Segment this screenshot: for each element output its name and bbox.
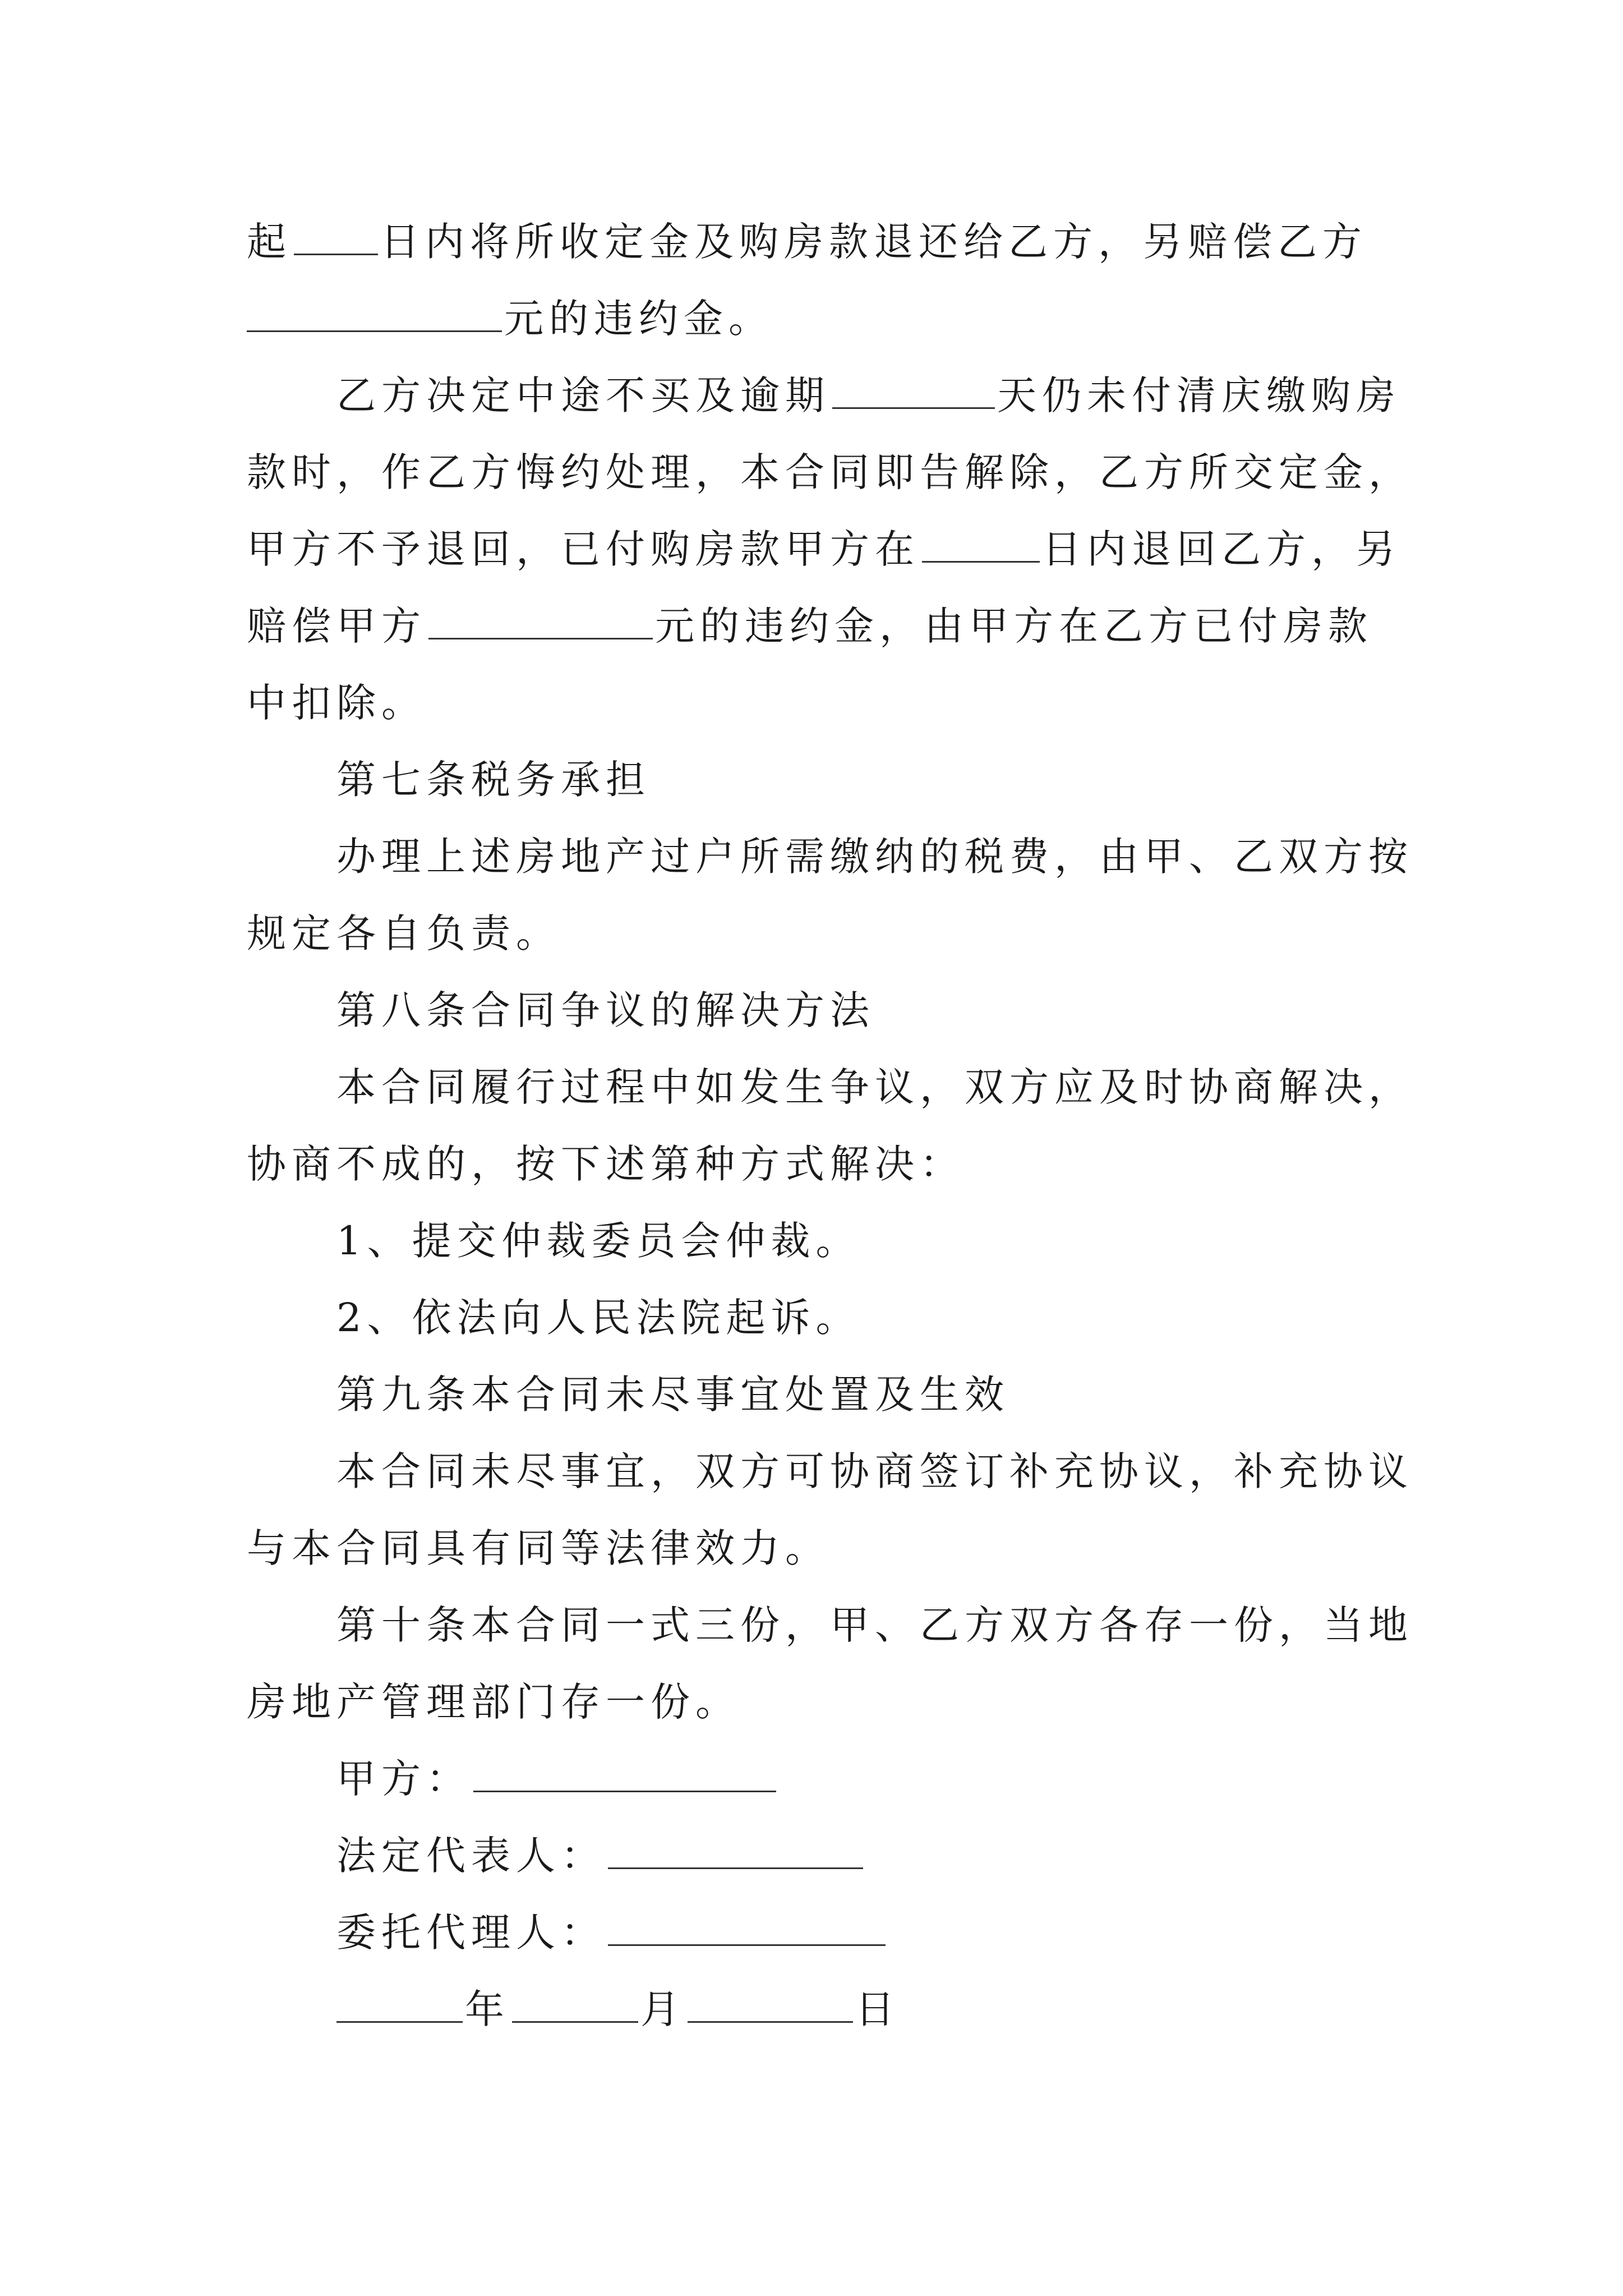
text-line: [247, 903, 561, 964]
text: 本合同未尽事宜，双方可协商签订补充协议，补充协议: [336, 1448, 1413, 1494]
heading-text: 第七条税务承担: [336, 757, 651, 803]
text-line: [247, 1671, 740, 1733]
text: 协商不成的，按下述第种方式解决：: [247, 1141, 965, 1187]
text-line: [247, 211, 1367, 273]
text: 甲方不予退回，已付购房款甲方在: [247, 526, 920, 572]
label: 法定代表人：: [336, 1833, 606, 1879]
text: 与本合同具有同等法律效力。: [247, 1525, 830, 1571]
text: 中扣除。: [247, 680, 426, 726]
text: 2、依法向人民法院起诉。: [336, 1295, 861, 1341]
text: 元的违约金。: [504, 296, 773, 342]
heading-text: 第九条本合同未尽事宜处置及生效: [336, 1372, 1009, 1418]
signature-date: [336, 1978, 900, 2040]
blank-legal-rep: [608, 1827, 863, 1869]
label: 年: [465, 1986, 510, 2032]
heading-text: 第八条合同争议的解决方法: [336, 987, 875, 1033]
text: 元的违约金，由甲方在乙方已付房款: [655, 603, 1373, 649]
label: 日: [855, 1986, 900, 2032]
text-line: [247, 518, 1401, 580]
article-heading: [336, 1364, 1009, 1425]
text-line: [336, 365, 1401, 426]
text-line: [336, 1441, 1413, 1502]
text: 第十条本合同一式三份，甲、乙方双方各存一份，当地: [336, 1602, 1413, 1648]
text-line: [247, 1517, 830, 1579]
text: 天仍未付清庆缴购房: [997, 372, 1401, 418]
blank-days: [294, 213, 378, 255]
blank-overdue-days: [832, 367, 995, 409]
signature-agent: [336, 1902, 888, 1963]
text-line: [336, 826, 1413, 887]
article-heading: [336, 749, 651, 811]
label: 月: [640, 1986, 685, 2032]
text: 赔偿甲方: [247, 603, 426, 649]
signature-party-a: [336, 1748, 778, 1810]
text: 房地产管理部门存一份。: [247, 1679, 740, 1725]
signature-legal-rep: [336, 1825, 865, 1887]
blank-month: [512, 1981, 638, 2023]
text: 款时，作乙方悔约处理，本合同即告解除，乙方所交定金，: [247, 449, 1413, 495]
blank-refund-days: [922, 521, 1040, 563]
text: 本合同履行过程中如发生争议，双方应及时协商解决，: [336, 1064, 1413, 1110]
blank-penalty-amount: [428, 597, 653, 639]
text: 日内退回乙方，另: [1042, 526, 1401, 572]
list-item: [336, 1210, 861, 1272]
text: 规定各自负责。: [247, 910, 561, 956]
text-line: [336, 1594, 1413, 1656]
text: 日内将所收定金及购房款退还给乙方，另赔偿乙方: [380, 219, 1367, 265]
article-heading: [336, 979, 875, 1041]
text-line: [247, 441, 1413, 503]
label: 甲方：: [336, 1756, 471, 1802]
list-item: [336, 1287, 861, 1349]
blank-year: [336, 1981, 463, 2023]
blank-party-a: [473, 1750, 776, 1792]
blank-penalty-amount: [247, 290, 502, 332]
blank-day: [688, 1981, 853, 2023]
text: 乙方决定中途不买及逾期: [336, 372, 830, 418]
text-line: [247, 595, 1373, 657]
text: 办理上述房地产过户所需缴纳的税费，由甲、乙双方按: [336, 834, 1413, 880]
blank-agent: [608, 1904, 886, 1946]
text: 1、提交仲裁委员会仲裁。: [336, 1218, 861, 1264]
text-line: [247, 288, 773, 349]
text-line: [336, 1056, 1413, 1118]
text: 起: [247, 219, 292, 265]
text-line: [247, 1133, 965, 1195]
label: 委托代理人：: [336, 1910, 606, 1955]
text-line: [247, 672, 426, 734]
